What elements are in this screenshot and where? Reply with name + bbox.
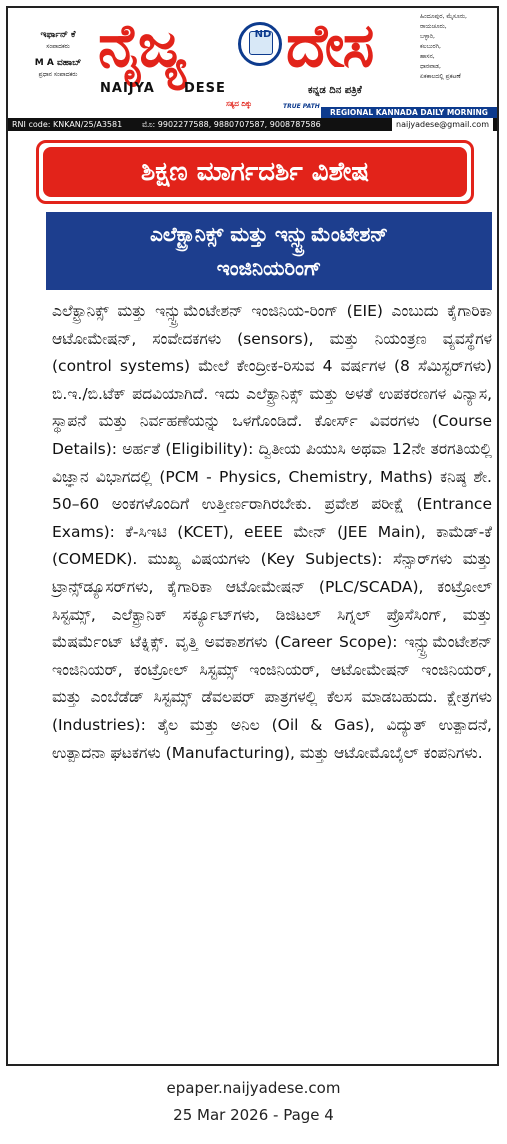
- tagline-en: TRUE PATH: [283, 103, 320, 110]
- email-address: naijyadese@gmail.com: [392, 118, 493, 131]
- region-item: ಧಾರವಾಡ,: [420, 63, 441, 70]
- headline-line-2: ಇಂಜಿನಿಯರಿಂಗ್: [216, 256, 322, 280]
- phone-numbers: ಮೊ: 9902277588, 9880707587, 9008787586: [142, 120, 321, 129]
- edition-regions: [420, 12, 496, 82]
- region-item: ಕಲಬುರಗಿ,: [420, 43, 441, 50]
- masthead-title-kn-2: ದೇಸ: [286, 11, 373, 81]
- page-footer: [0, 1075, 507, 1129]
- region-item: ಏಕಕಾಲದಲ್ಲಿ ಪ್ರಕಟಣೆ: [420, 73, 461, 80]
- headline-line-1: ಎಲೆಕ್ಟ್ರಾನಿಕ್ಸ್ ಮತ್ತು ಇನ್ಸ್ಟ್ರುಮೆಂಟೇಶನ್: [150, 222, 388, 246]
- chief-editor-role: ಪ್ರಧಾನ ಸಂಪಾದಕರು: [38, 71, 78, 78]
- newspaper-clip: [6, 6, 499, 1066]
- newspaper-logo-icon: [238, 22, 282, 66]
- masthead-title-en-2: DESE: [184, 81, 226, 96]
- editor-role: ಸಂಪಾದಕರು: [46, 43, 70, 50]
- region-item: ಹಾಸನ,: [420, 53, 435, 60]
- epaper-url: epaper.naijyadese.com: [166, 1079, 341, 1097]
- masthead-title-kn-1: ನೈಜ್ಯ: [98, 11, 185, 81]
- section-banner: [36, 140, 474, 204]
- section-banner-title: ಶಿಕ್ಷಣ ಮಾರ್ಗದರ್ಶಿ ವಿಶೇಷ: [43, 147, 467, 197]
- region-item: ರಾಯಚೂರು,: [420, 23, 447, 30]
- contact-bar: [8, 118, 497, 131]
- editor-credits: [16, 30, 100, 80]
- masthead-title-en-1: NAIJYA: [100, 81, 155, 96]
- article-body: ಎಲೆಕ್ಟ್ರಾನಿಕ್ಸ್ ಮತ್ತು ಇನ್ಸ್ಟ್ರುಮೆಂಟೇಶನ್ ಇಂಜಿನಿಯ-ರಿಂಗ್ (EIE) ಎಂಬುದು ಕೈಗಾರಿಕಾ ಆಟೋಮೇಷನ್, ಸಂವೇದಕಗಳು (sensors), ಮತ್ತು ನಿಯಂತ್ರಣ ವ್ಯವಸ್ಥೆಗಳ (control systems) ಮೇಲೆ ಕೇಂದ್ರೀಕ-ರಿಸುವ 4 ವರ್ಷಗಳ (8 ಸೆಮಿಸ್ಟರ್‌ಗಳು) ಬಿ.ಇ./ಬಿ.ಟೆಕ್ ಪದವಿಯಾಗಿದೆ. ಇದು ಎಲೆಕ್ಟ್ರಾನಿಕ್ಸ್ ಮತ್ತು ಅಳತೆ ಉಪಕರಣಗಳ ವಿನ್ಯಾಸ, ಸ್ಥಾಪನೆ ಮತ್ತು ನಿರ್ವಹಣೆಯನ್ನು ಒಳಗೊಂಡಿದೆ. ಕೋರ್ಸ್ ವಿವರಗಳು (Course Details): ಅರ್ಹತೆ (Eligibility): ದ್ವಿತೀಯ ಪಿಯುಸಿ ಅಥವಾ 12ನೇ ತರಗತಿಯಲ್ಲಿ ವಿಜ್ಞಾನ ವಿಭಾಗದಲ್ಲಿ (PCM - Physics, Chemistry, Maths) ಕನಿಷ್ಠ ಶೇ. 50–60 ಅಂಕಗಳೊಂದಿಗೆ ಉತ್ತೀರ್ಣರಾಗಿರಬೇಕು. ಪ್ರವೇಶ ಪರೀಕ್ಷೆ (Entrance Exams): ಕೆ-ಸಿಇಟಿ (KCET), eEEE ಮೇನ್ (JEE Main), ಕಾಮೆಡ್-ಕೆ (COMEDK). ಮುಖ್ಯ ವಿಷಯಗಳು (Key Subjects): ಸೆನ್ಸಾರ್‌ಗಳು ಮತ್ತು ಟ್ರಾನ್ಸ್‌ಡ್ಯೂಸರ್‌ಗಳು, ಕೈಗಾರಿಕಾ ಆಟೋಮೇಷನ್ (PLC/SCADA), ಕಂಟ್ರೋಲ್ ಸಿಸ್ಟಮ್ಸ್, ಎಲೆಕ್ಟ್ರಾನಿಕ್ ಸರ್ಕ್ಯೂಟ್‌ಗಳು, ಡಿಜಿಟಲ್ ಸಿಗ್ನಲ್ ಪ್ರೊಸೆಸಿಂಗ್, ಮತ್ತು ಮೆಷರ್ಮೆಂಟ್ ಟೆಕ್ನಿಕ್ಸ್. ವೃತ್ತಿ ಅವಕಾಶಗಳು (Career Scope): ಇನ್ಸ್ಟ್ರುಮೆಂಟೇಶನ್ ಇಂಜಿನಿಯರ್, ಕಂಟ್ರೋಲ್ ಸಿಸ್ಟಮ್ಸ್ ಇಂಜಿನಿಯರ್, ಆಟೋಮೇಷನ್ ಇಂಜಿನಿಯರ್, ಮತ್ತು ಎಂಬೆಡೆಡ್ ಸಿಸ್ಟಮ್ಸ್ ಡೆವಲಪರ್ ಪಾತ್ರಗಳಲ್ಲಿ ಕೆಲಸ ಮಾಡಬಹುದು. ಕ್ಷೇತ್ರಗಳು (Industries): ತೈಲ ಮತ್ತು ಅನಿಲ (Oil & Gas), ವಿದ್ಯುತ್ ಉತ್ಪಾದನೆ, ಉತ್ಪಾದನಾ ಘಟಕಗಳು (Manufacturing), ಮತ್ತು ಆಟೋಮೊಬೈಲ್ ಕಂಪನಿಗಳು.: [52, 302, 492, 762]
- regional-daily-label: REGIONAL KANNADA DAILY MORNING: [321, 107, 497, 118]
- region-item: ಹಿಂದೂಪುರ, ಮೈಸೂರು,: [420, 13, 467, 20]
- article-headline: [46, 212, 492, 290]
- masthead: [8, 8, 497, 118]
- logo-text: ND: [254, 29, 272, 40]
- editor-name: ಇರ್ಫಾನ್ ಕೆ: [40, 30, 76, 40]
- tagline-kn: ಸತ್ಯದ ದಿಕ್ಕು: [226, 100, 252, 108]
- chief-editor-name: M A ವಹಾಬ್: [34, 58, 82, 68]
- kannada-daily-label: ಕನ್ನಡ ದಿನ ಪತ್ರಿಕೆ: [308, 85, 362, 96]
- rni-code: RNI code: KNKAN/25/A3581: [12, 120, 123, 129]
- issue-date-page: 25 Mar 2026 - Page 4: [173, 1106, 334, 1124]
- region-item: ಬಳ್ಳಾರಿ,: [420, 33, 435, 40]
